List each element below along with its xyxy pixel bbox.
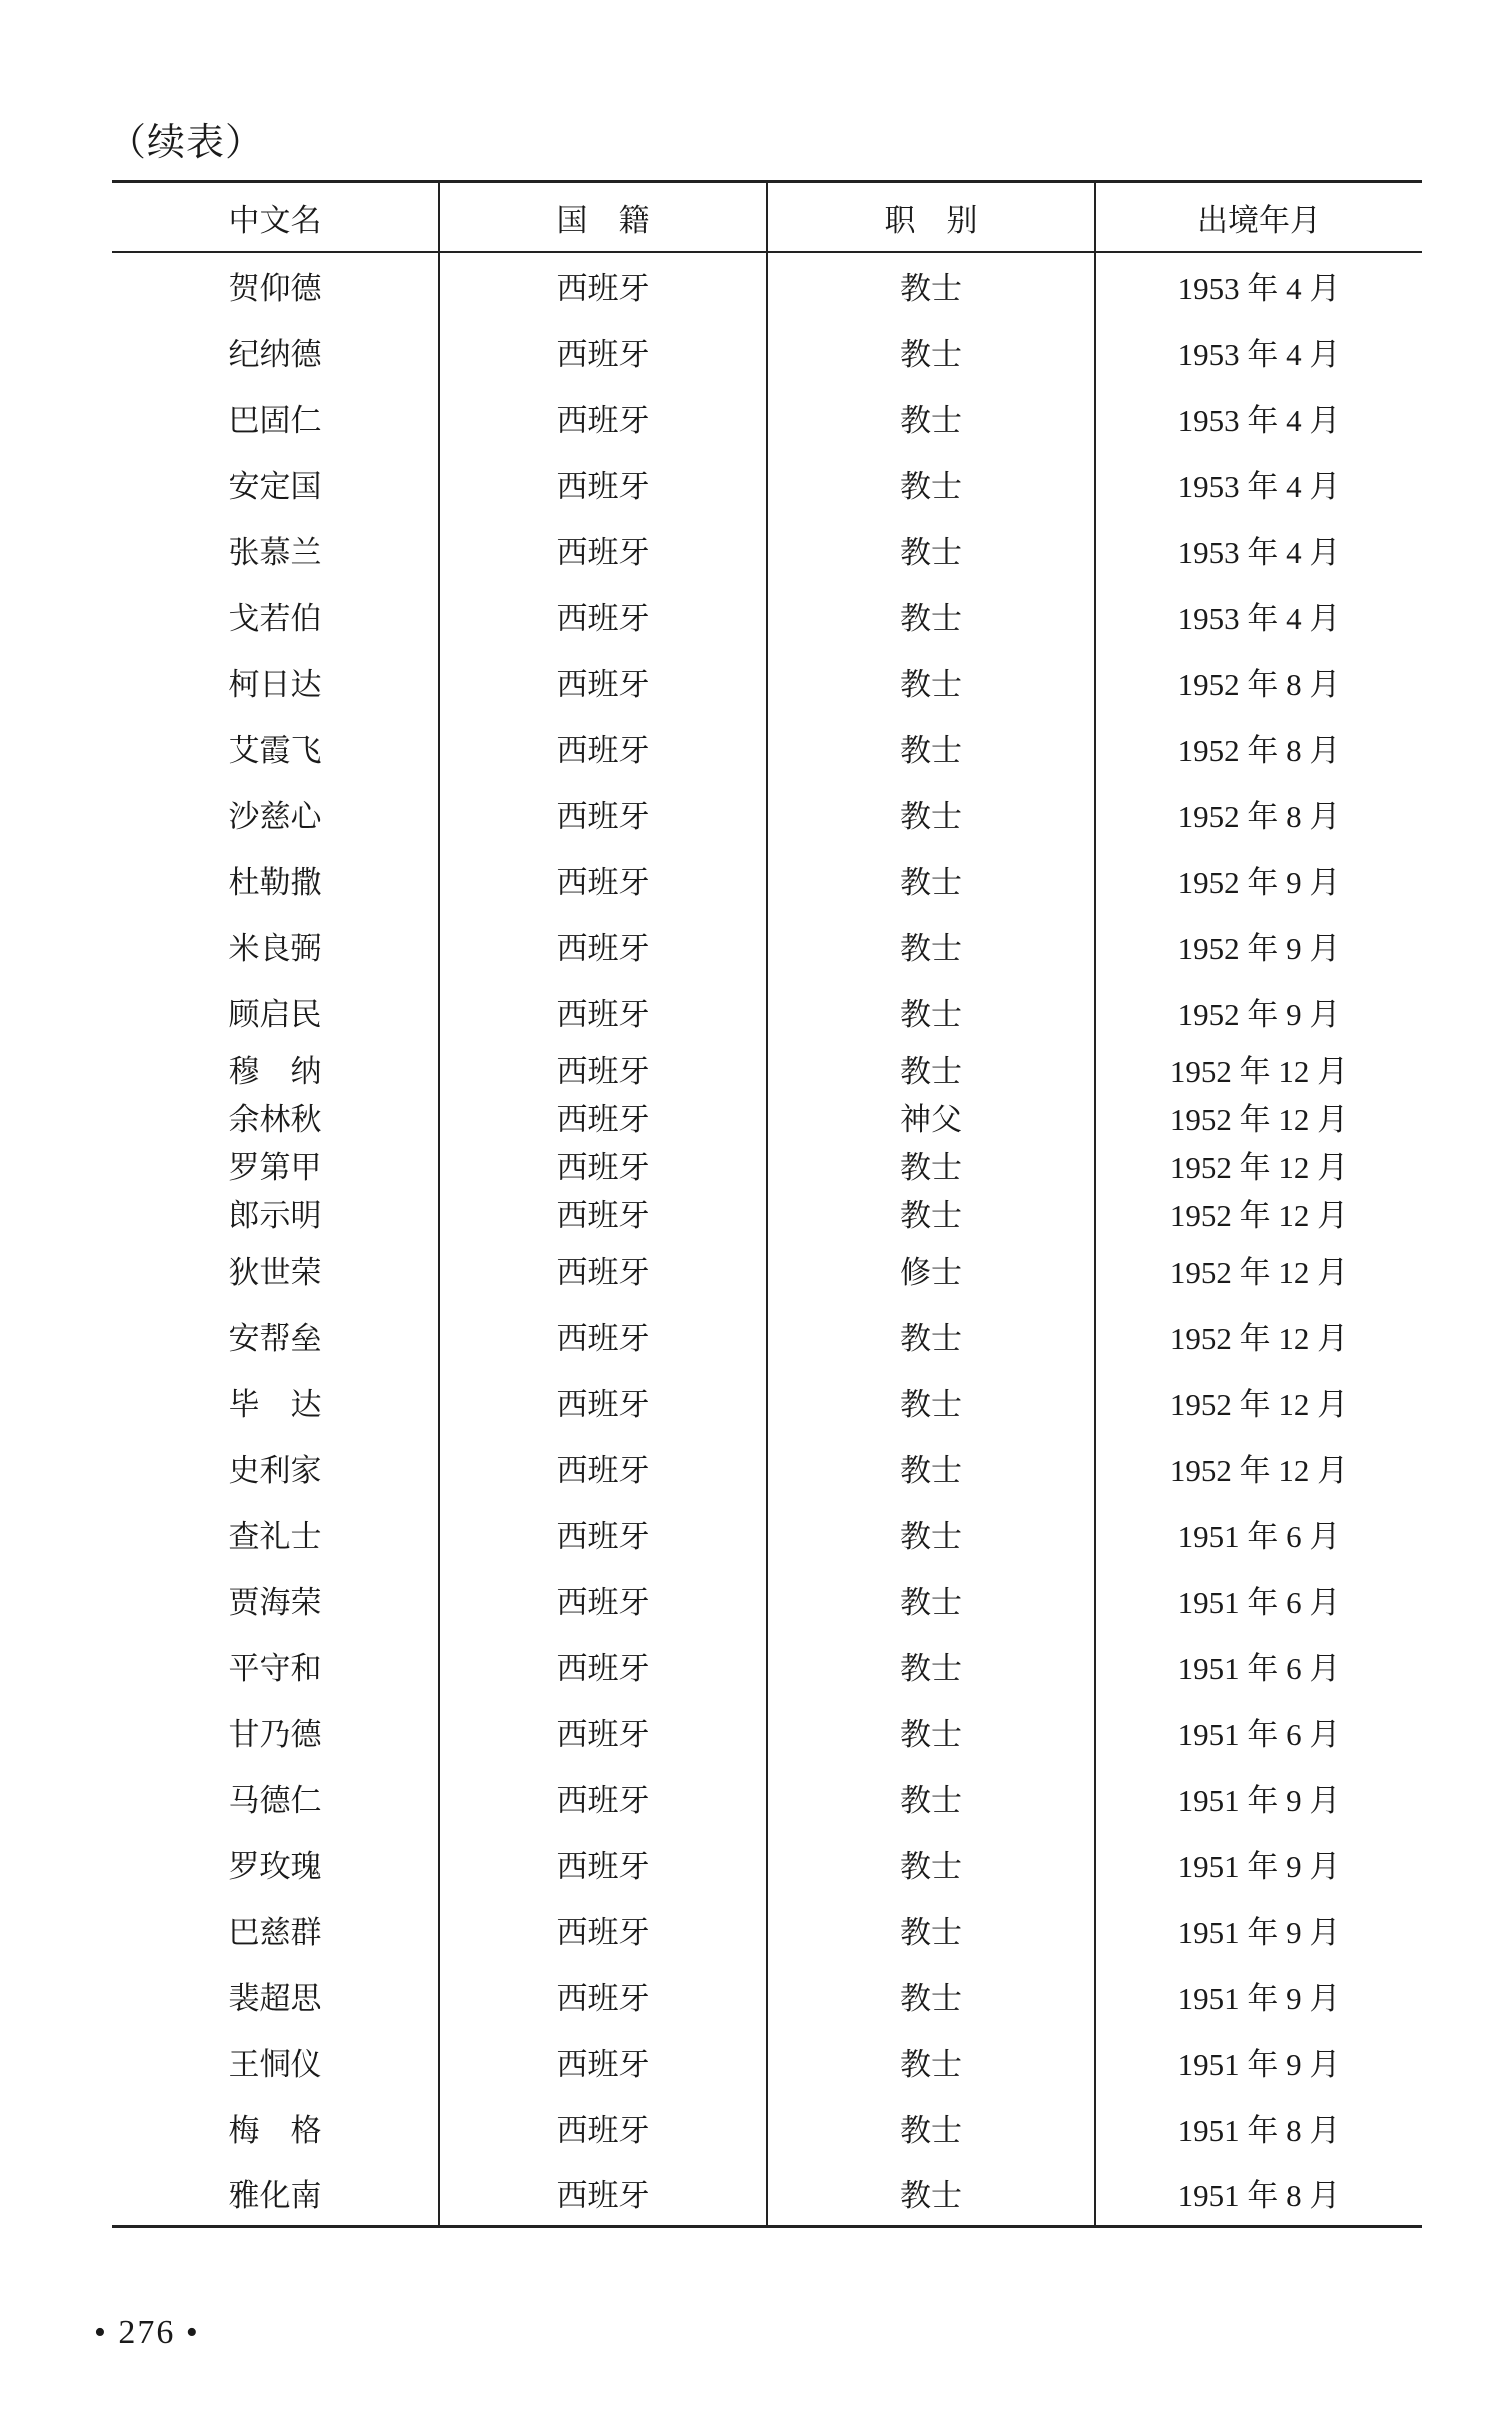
table-cell-position: 教士 [767,318,1095,384]
table-cell-exit-date: 1951 年 9 月 [1095,1830,1422,1896]
table-cell-position: 教士 [767,780,1095,846]
table-cell-name: 王恫仪 [228,2046,322,2083]
table-cell-exit-date: 1952 年 12 月 [1095,1368,1422,1434]
table-cell-nationality: 西班牙 [439,1188,767,1236]
table-cell-nationality: 西班牙 [439,1962,767,2028]
table-cell-exit-date: 1953 年 4 月 [1095,516,1422,582]
table-row [112,648,1422,714]
table-cell-position: 教士 [767,1698,1095,1764]
table-cell-exit-date: 1951 年 8 月 [1095,2160,1422,2226]
table-cell-position: 修士 [767,1236,1095,1302]
table-cell-name: 巴慈群 [228,1914,322,1951]
table-cell-position: 教士 [767,450,1095,516]
table-cell-name: 米良弼 [228,930,322,967]
table-cell-nationality: 西班牙 [439,1698,767,1764]
table-cell-exit-date: 1953 年 4 月 [1095,384,1422,450]
header-nationality: 国 籍 [439,182,767,253]
table-cell-exit-date: 1953 年 4 月 [1095,450,1422,516]
table-cell-name: 戈若伯 [228,600,322,637]
table-cell-exit-date: 1952 年 8 月 [1095,714,1422,780]
table-row [112,2160,1422,2226]
table-cell-position: 教士 [767,1500,1095,1566]
table-row [112,1092,1422,1140]
table-cell-name: 顾启民 [228,996,322,1033]
personnel-table-container [112,180,1422,2228]
table-row [112,582,1422,648]
table-cell-name: 罗玫瑰 [228,1848,322,1885]
table-cell-nationality: 西班牙 [439,1044,767,1092]
table-cell-name: 毕 达 [228,1386,322,1423]
table-cell-nationality: 西班牙 [439,1368,767,1434]
table-cell-position: 教士 [767,1764,1095,1830]
table-cell-name: 艾霞飞 [228,732,322,769]
table-cell-position: 教士 [767,1632,1095,1698]
table-cell-nationality: 西班牙 [439,2028,767,2094]
table-cell-name: 贺仰德 [228,271,322,307]
table-cell-nationality: 西班牙 [439,1764,767,1830]
table-cell-name: 余林秋 [228,1101,322,1138]
table-cell-position: 教士 [767,2028,1095,2094]
table-cell-nationality: 西班牙 [439,1092,767,1140]
table-row [112,1566,1422,1632]
table-header [112,182,1422,253]
personnel-table [112,180,1422,2228]
table-cell-exit-date: 1952 年 12 月 [1095,1302,1422,1368]
table-cell-exit-date: 1951 年 9 月 [1095,1896,1422,1962]
table-cell-exit-date: 1951 年 6 月 [1095,1698,1422,1764]
table-cell-position: 教士 [767,1044,1095,1092]
table-cell-exit-date: 1951 年 6 月 [1095,1500,1422,1566]
table-cell-name: 纪纳德 [228,336,322,373]
table-row [112,1140,1422,1188]
table-cell-nationality: 西班牙 [439,450,767,516]
table-row [112,384,1422,450]
table-cell-name: 安定国 [228,468,322,505]
table-cell-name: 查礼士 [228,1518,322,1555]
table-cell-exit-date: 1953 年 4 月 [1095,252,1422,318]
table-cell-exit-date: 1952 年 9 月 [1095,912,1422,978]
table-cell-position: 教士 [767,1962,1095,2028]
table-cell-name: 贾海荣 [228,1584,322,1621]
table-cell-nationality: 西班牙 [439,582,767,648]
table-cell-nationality: 西班牙 [439,846,767,912]
table-cell-name: 郎示明 [228,1197,322,1234]
table-cell-nationality: 西班牙 [439,2094,767,2160]
table-cell-position: 教士 [767,912,1095,978]
table-row [112,1698,1422,1764]
table-cell-position: 教士 [767,516,1095,582]
header-row [112,182,1422,253]
table-row [112,1236,1422,1302]
table-cell-exit-date: 1952 年 8 月 [1095,648,1422,714]
table-cell-nationality: 西班牙 [439,384,767,450]
table-cell-nationality: 西班牙 [439,1434,767,1500]
table-row [112,1896,1422,1962]
table-cell-position: 教士 [767,2160,1095,2226]
table-cell-nationality: 西班牙 [439,318,767,384]
table-cell-nationality: 西班牙 [439,516,767,582]
table-cell-position: 教士 [767,1302,1095,1368]
table-row [112,912,1422,978]
table-row [112,714,1422,780]
table-cell-exit-date: 1951 年 9 月 [1095,1764,1422,1830]
table-cell-name: 平守和 [228,1650,322,1687]
table-cell-name: 安帮垒 [228,1320,322,1357]
table-cell-name: 狄世荣 [228,1254,322,1291]
table-cell-name: 张慕兰 [228,534,322,571]
table-cell-position: 教士 [767,1896,1095,1962]
table-cell-nationality: 西班牙 [439,780,767,846]
table-cell-nationality: 西班牙 [439,252,767,318]
table-cell-name: 罗第甲 [228,1149,322,1186]
table-cell-exit-date: 1952 年 12 月 [1095,1188,1422,1236]
table-cell-name: 沙慈心 [228,798,322,835]
table-cell-position: 教士 [767,1566,1095,1632]
table-cell-position: 教士 [767,846,1095,912]
table-cell-exit-date: 1951 年 6 月 [1095,1632,1422,1698]
table-cell-nationality: 西班牙 [439,1140,767,1188]
table-cell-exit-date: 1951 年 9 月 [1095,1962,1422,2028]
table-cell-name: 巴固仁 [228,402,322,439]
table-cell-name: 柯日达 [228,666,322,703]
table-row [112,1302,1422,1368]
table-cell-position: 教士 [767,1434,1095,1500]
table-row [112,1962,1422,2028]
table-row [112,780,1422,846]
table-cell-nationality: 西班牙 [439,1236,767,1302]
table-cell-exit-date: 1952 年 8 月 [1095,780,1422,846]
table-cell-exit-date: 1951 年 6 月 [1095,1566,1422,1632]
table-cell-nationality: 西班牙 [439,1302,767,1368]
table-body [112,252,1422,2226]
table-cell-position: 教士 [767,1188,1095,1236]
table-cell-position: 教士 [767,714,1095,780]
table-cell-exit-date: 1952 年 12 月 [1095,1092,1422,1140]
header-position: 职 别 [767,182,1095,253]
table-cell-nationality: 西班牙 [439,912,767,978]
table-cell-position: 教士 [767,1140,1095,1188]
table-row [112,516,1422,582]
table-row [112,1044,1422,1092]
table-row [112,978,1422,1044]
table-row [112,1368,1422,1434]
table-cell-position: 教士 [767,648,1095,714]
table-cell-exit-date: 1952 年 12 月 [1095,1434,1422,1500]
table-cell-name: 甘乃德 [228,1716,322,1753]
table-cell-exit-date: 1952 年 9 月 [1095,846,1422,912]
table-cell-nationality: 西班牙 [439,648,767,714]
table-cell-position: 教士 [767,252,1095,318]
table-cell-name: 杜勒撒 [228,864,322,901]
table-cell-nationality: 西班牙 [439,714,767,780]
table-cell-name: 梅 格 [228,2112,322,2149]
table-row [112,1434,1422,1500]
table-cell-name: 裴超思 [228,1980,322,2017]
table-cell-name: 马德仁 [228,1782,322,1819]
table-cell-nationality: 西班牙 [439,1896,767,1962]
table-row [112,252,1422,318]
table-cell-name: 穆 纳 [228,1053,322,1090]
table-cell-exit-date: 1952 年 9 月 [1095,978,1422,1044]
table-cell-position: 教士 [767,582,1095,648]
table-cell-exit-date: 1953 年 4 月 [1095,318,1422,384]
table-cell-exit-date: 1951 年 8 月 [1095,2094,1422,2160]
table-cell-position: 教士 [767,1368,1095,1434]
table-cell-exit-date: 1952 年 12 月 [1095,1236,1422,1302]
table-row [112,2028,1422,2094]
table-cell-name: 史利家 [228,1452,322,1489]
table-row [112,450,1422,516]
table-cell-exit-date: 1952 年 12 月 [1095,1140,1422,1188]
table-row [112,1500,1422,1566]
table-cell-position: 教士 [767,978,1095,1044]
table-row [112,846,1422,912]
table-cell-nationality: 西班牙 [439,1830,767,1896]
table-cell-exit-date: 1951 年 9 月 [1095,2028,1422,2094]
table-row [112,318,1422,384]
table-cell-position: 教士 [767,384,1095,450]
table-cell-nationality: 西班牙 [439,1566,767,1632]
table-row [112,1764,1422,1830]
table-cell-position: 教士 [767,1830,1095,1896]
table-cell-nationality: 西班牙 [439,978,767,1044]
table-cell-nationality: 西班牙 [439,1500,767,1566]
table-caption: （续表） [108,120,265,164]
header-chinese-name: 中文名 [112,182,439,253]
table-row [112,1632,1422,1698]
page-number: • 276 • [94,2314,200,2351]
header-exit-date: 出境年月 [1095,182,1422,253]
table-row [112,2094,1422,2160]
table-row [112,1830,1422,1896]
table-cell-exit-date: 1953 年 4 月 [1095,582,1422,648]
table-cell-nationality: 西班牙 [439,1632,767,1698]
table-cell-nationality: 西班牙 [439,2160,767,2226]
table-cell-position: 神父 [767,1092,1095,1140]
table-cell-exit-date: 1952 年 12 月 [1095,1044,1422,1092]
table-row [112,1188,1422,1236]
table-cell-position: 教士 [767,2094,1095,2160]
table-cell-name: 雅化南 [112,2160,439,2226]
